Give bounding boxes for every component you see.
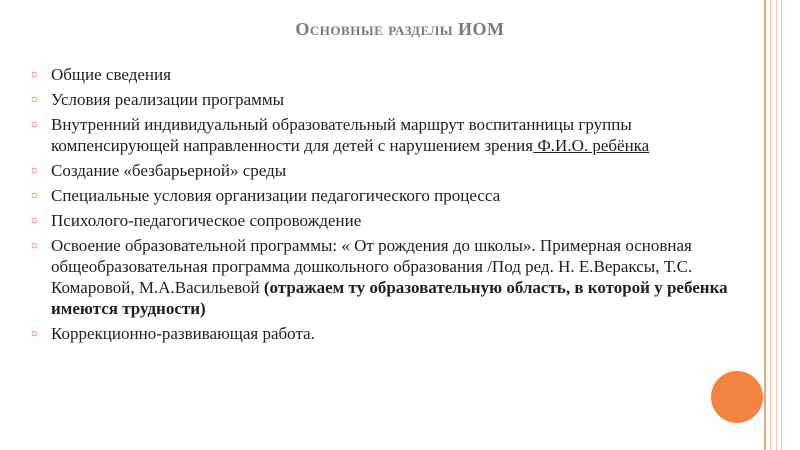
bullet-bold-text: (отражаем ту образовательную область, в которой у ребенка имеются трудности) bbox=[51, 278, 728, 318]
side-rule-line bbox=[770, 0, 771, 450]
bullet-marker-icon: ¤ bbox=[31, 188, 38, 203]
bullet-marker-icon: ¤ bbox=[31, 92, 38, 107]
bullet-marker-icon: ¤ bbox=[31, 67, 38, 82]
bullet-text: Коррекционно-развивающая работа. bbox=[51, 324, 315, 343]
side-rule-line bbox=[764, 0, 766, 450]
bullet-text: Специальные условия организации педагогического процесса bbox=[51, 186, 501, 205]
bullet-item bbox=[31, 114, 756, 156]
bullet-item bbox=[31, 185, 756, 206]
bullet-item bbox=[31, 160, 756, 181]
bullet-marker-icon: ¤ bbox=[31, 326, 38, 341]
bullet-marker-icon: ¤ bbox=[31, 117, 38, 132]
bullet-text: Общие сведения bbox=[51, 65, 171, 84]
bullet-marker-icon: ¤ bbox=[31, 163, 38, 178]
bullet-text: Условия реализации программы bbox=[51, 90, 285, 109]
bullet-text: Психолого-педагогическое сопровождение bbox=[51, 211, 362, 230]
bullet-text: Освоение образовательной программы: « От рождения до школы». Примерная основная общеобразовательная программа дошкольного образования /Под ред. Н. Е.Вераксы, Т.С. Комаровой, М.А.Васильевой bbox=[51, 236, 693, 297]
slide-title: Основные разделы ИОМ bbox=[295, 19, 505, 39]
bullet-list bbox=[31, 64, 756, 348]
decorative-circle bbox=[711, 371, 763, 423]
bullet-underlined-text: Ф.И.О. ребёнка bbox=[533, 136, 650, 155]
bullet-text: Создание «безбарьерной» среды bbox=[51, 161, 287, 180]
bullet-item bbox=[31, 323, 756, 344]
bullet-item bbox=[31, 64, 756, 85]
bullet-marker-icon: ¤ bbox=[31, 238, 38, 253]
bullet-item bbox=[31, 235, 756, 319]
side-rule-line bbox=[776, 0, 777, 450]
bullet-marker-icon: ¤ bbox=[31, 213, 38, 228]
side-rule-line bbox=[781, 0, 782, 450]
bullet-item bbox=[31, 210, 756, 231]
bullet-item bbox=[31, 89, 756, 110]
bullet-text: Внутренний индивидуальный образовательный маршрут воспитанницы группы компенсирующей направленности для детей с нарушением зрения bbox=[51, 115, 632, 155]
